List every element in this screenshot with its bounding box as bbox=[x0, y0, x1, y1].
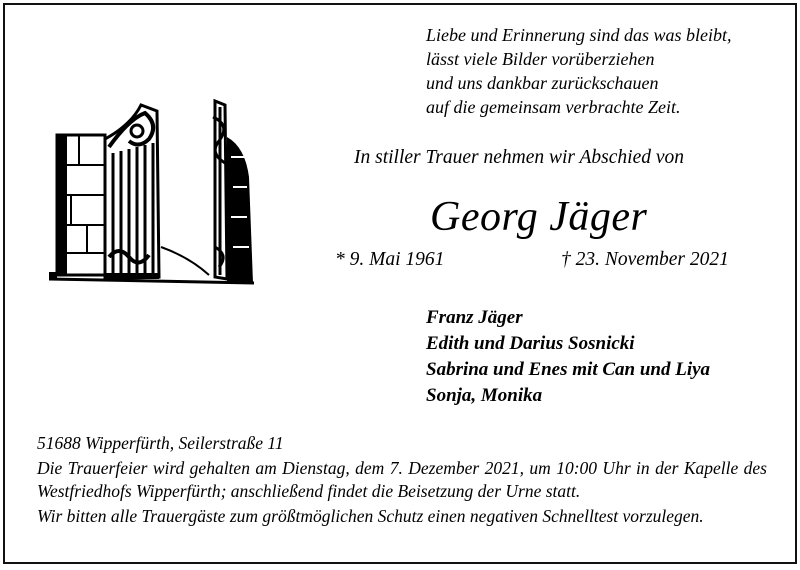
farewell-intro: In stiller Trauer nehmen wir Abschied von bbox=[354, 147, 685, 168]
mourner-name: Sabrina und Enes mit Can und Liya bbox=[426, 359, 711, 380]
death-date: † 23. November 2021 bbox=[561, 249, 729, 270]
address: 51688 Wipperfürth, Seilerstraße 11 bbox=[37, 433, 284, 453]
birth-date: * 9. Mai 1961 bbox=[335, 249, 445, 270]
mourner-name: Edith und Darius Sosnicki bbox=[426, 333, 635, 354]
notice-footer bbox=[37, 432, 767, 530]
memorial-poem bbox=[426, 23, 732, 119]
poem-line: lässt viele Bilder vorüberziehen bbox=[426, 49, 655, 69]
poem-line: Liebe und Erinnerung sind das was bleibt, bbox=[426, 25, 732, 45]
mourner-name: Franz Jäger bbox=[426, 307, 523, 328]
ceremony-info: Die Trauerfeier wird gehalten am Dienstag, dem 7. Dezember 2021, um 10:00 Uhr in der Kapelle des Westfriedhofs Wipperfürth; anschließend findet die Beisetzung der Urne statt. bbox=[37, 458, 767, 501]
open-gate-illustration bbox=[49, 97, 259, 287]
deceased-name: Georg Jäger bbox=[430, 194, 648, 240]
poem-line: auf die gemeinsam verbrachte Zeit. bbox=[426, 97, 681, 117]
obituary-notice bbox=[3, 3, 797, 564]
mourner-name: Sonja, Monika bbox=[426, 385, 543, 406]
test-request: Wir bitten alle Trauergäste zum größtmöglichen Schutz einen negativen Schnelltest vorzulegen. bbox=[37, 505, 704, 526]
poem-line: und uns dankbar zurückschauen bbox=[426, 73, 659, 93]
mourners-list bbox=[426, 305, 710, 409]
